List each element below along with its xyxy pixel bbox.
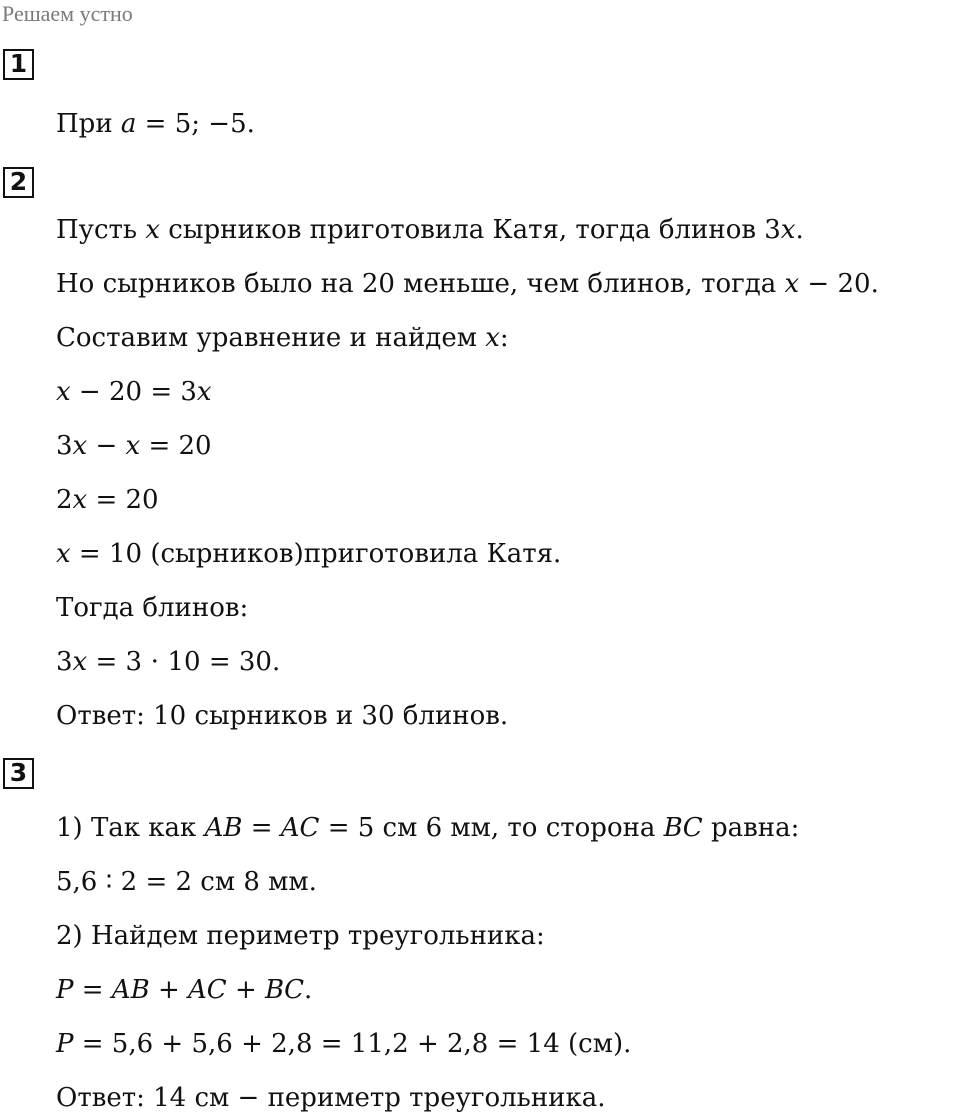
task-1-line-1: При 𝑎 = 5; −5.: [56, 109, 255, 139]
task-number-3: 3: [3, 758, 34, 789]
task-3-line-3: 2) Найдем периметр треугольника:: [56, 921, 545, 951]
page-header: Решаем устно: [2, 1, 133, 26]
task-2-line-5: 3𝑥 − 𝑥 = 20: [56, 431, 212, 461]
task-number-1: 1: [3, 49, 34, 80]
task-3-line-1: 1) Так как 𝐴𝐵 = 𝐴𝐶 = 5 см 6 мм, то сторона 𝐵𝐶 равна:: [56, 813, 800, 843]
task-2-line-1: Пусть 𝑥 сырников приготовила Катя, тогда блинов 3𝑥.: [56, 215, 804, 245]
task-2-line-8: Тогда блинов:: [56, 593, 249, 623]
task-3-line-6: Ответ: 14 см − периметр треугольника.: [56, 1083, 606, 1113]
task-number-2: 2: [3, 167, 34, 198]
task-2-line-9: 3𝑥 = 3 ⋅ 10 = 30.: [56, 647, 281, 677]
task-2-line-2: Но сырников было на 20 меньше, чем блинов, тогда 𝑥 − 20.: [56, 269, 879, 299]
task-2-line-7: 𝑥 = 10 (сырников)приготовила Катя.: [56, 539, 562, 569]
task-2-line-10: Ответ: 10 сырников и 30 блинов.: [56, 701, 509, 731]
task-2-line-3: Составим уравнение и найдем 𝑥:: [56, 323, 509, 353]
task-3-line-4: 𝑃 = 𝐴𝐵 + 𝐴𝐶 + 𝐵𝐶.: [56, 975, 313, 1005]
task-2-line-4: 𝑥 − 20 = 3𝑥: [56, 377, 212, 407]
task-2-line-6: 2𝑥 = 20: [56, 485, 159, 515]
task-3-line-2: 5,6 ∶ 2 = 2 см 8 мм.: [56, 867, 317, 897]
task-3-line-5: 𝑃 = 5,6 + 5,6 + 2,8 = 11,2 + 2,8 = 14 (см).: [56, 1029, 632, 1059]
